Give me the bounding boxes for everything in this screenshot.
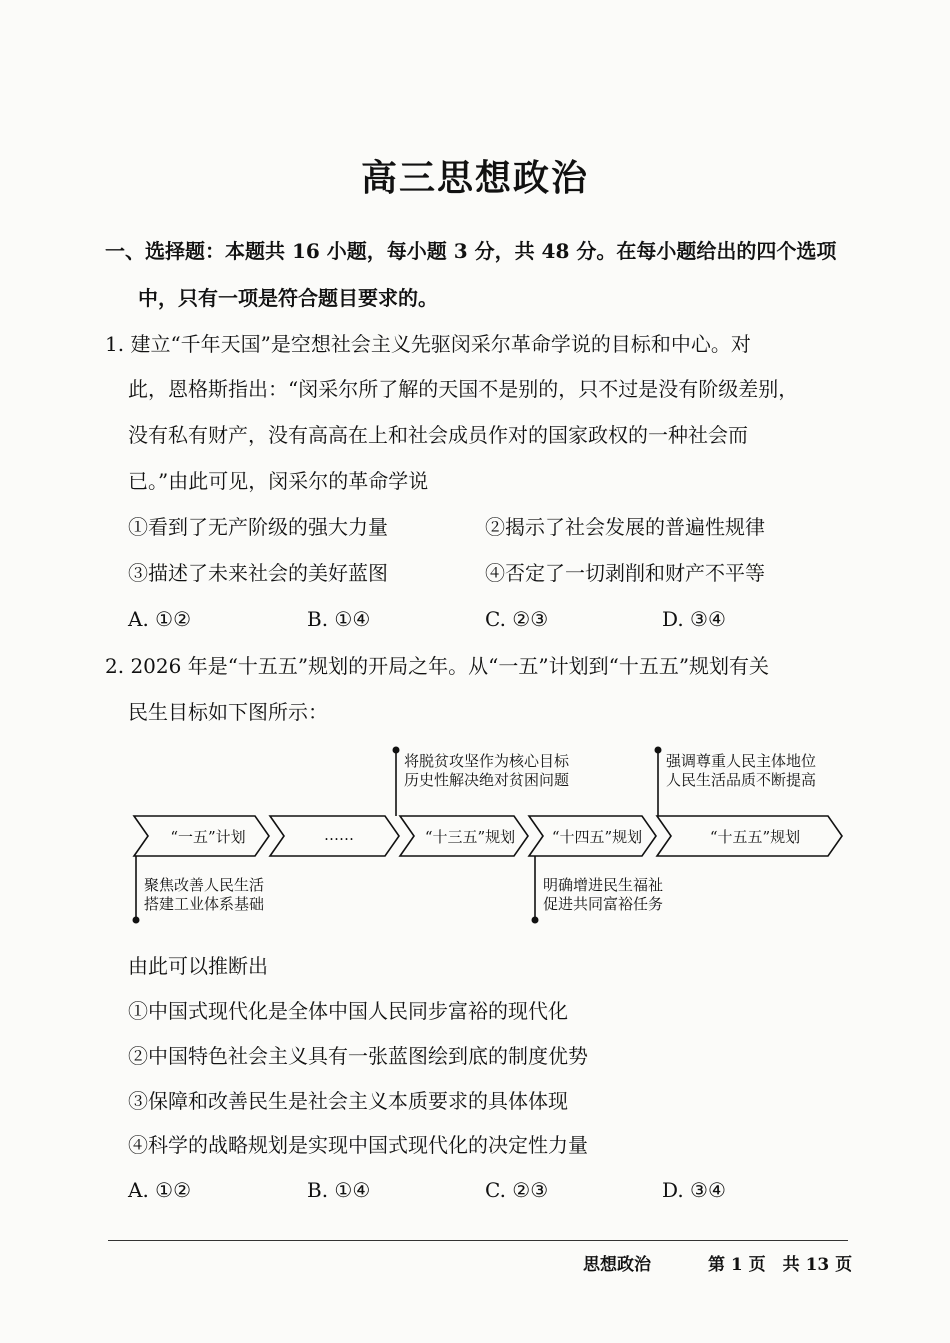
footer-subject: 思想政治 <box>583 1255 651 1275</box>
segment-label-2: …… <box>324 826 354 844</box>
note-s3 <box>404 752 569 790</box>
q1-item-2: ②揭示了社会发展的普遍性规律 <box>485 515 765 539</box>
note-s5-line2: 人民生活品质不断提高 <box>666 771 817 789</box>
note-s3-line1: 将脱贫攻坚作为核心目标 <box>404 752 570 770</box>
q1-item-1: ①看到了无产阶级的强大力量 <box>128 515 388 539</box>
q1-item-3: ③描述了未来社会的美好蓝图 <box>128 561 388 585</box>
q1-choice-c[interactable]: C. ②③ <box>485 607 549 631</box>
q2-choice-a[interactable]: A. ①② <box>128 1178 192 1202</box>
q2-item-2: ②中国特色社会主义具有一张蓝图绘到底的制度优势 <box>128 1044 588 1068</box>
note-s1 <box>144 876 264 914</box>
segment-label-3: “十三五”规划 <box>424 828 516 846</box>
q1-stem-line4: 已。”由此可见，闵采尔的革命学说 <box>128 469 429 493</box>
note-s1-line2: 搭建工业体系基础 <box>144 895 265 913</box>
q2-lead: 由此可以推断出 <box>128 954 268 978</box>
q2-item-4: ④科学的战略规划是实现中国式现代化的决定性力量 <box>128 1133 588 1157</box>
segment-label-1: “一五”计划 <box>170 828 246 846</box>
footer-divider <box>108 1240 848 1241</box>
section-heading-line1: 一、选择题：本题共 16 小题，每小题 3 分，共 48 分。在每小题给出的四个选项 <box>105 239 837 263</box>
note-s5 <box>666 752 816 790</box>
q1-stem-line3: 没有私有财产，没有高高在上和社会成员作对的国家政权的一种社会而 <box>128 423 748 447</box>
footer-page-number: 第 1 页 共 13 页 <box>708 1255 853 1275</box>
dot-s5 <box>655 747 662 754</box>
q1-choice-a[interactable]: A. ①② <box>128 607 192 631</box>
q2-choice-b[interactable]: B. ①④ <box>307 1178 371 1202</box>
segment-label-5: “十五五”规划 <box>709 828 801 846</box>
segment-label-4: “十四五”规划 <box>551 828 643 846</box>
section-heading-line2: 中，只有一项是符合题目要求的。 <box>138 286 438 310</box>
note-s1-line1: 聚焦改善人民生活 <box>144 876 265 894</box>
dot-s3 <box>393 747 400 754</box>
q2-choice-d[interactable]: D. ③④ <box>662 1178 726 1202</box>
q2-item-3: ③保障和改善民生是社会主义本质要求的具体体现 <box>128 1089 568 1113</box>
note-s5-line1: 强调尊重人民主体地位 <box>666 752 817 770</box>
plan-timeline-diagram <box>120 738 860 938</box>
note-s4-line2: 促进共同富裕任务 <box>543 895 664 913</box>
q1-stem-line2: 此，恩格斯指出：“闵采尔所了解的天国不是别的，只不过是没有阶级差别， <box>128 377 799 401</box>
q2-choice-c[interactable]: C. ②③ <box>485 1178 549 1202</box>
dot-s1 <box>133 917 140 924</box>
dot-s4 <box>532 917 539 924</box>
note-s3-line2: 历史性解决绝对贫困问题 <box>404 771 570 789</box>
q2-stem-line2: 民生目标如下图所示： <box>128 700 328 724</box>
page-title: 高三思想政治 <box>360 158 589 199</box>
q1-choice-d[interactable]: D. ③④ <box>662 607 726 631</box>
note-s4 <box>543 876 663 914</box>
q1-item-4: ④否定了一切剥削和财产不平等 <box>485 561 765 585</box>
q1-choice-b[interactable]: B. ①④ <box>307 607 371 631</box>
note-s4-line1: 明确增进民生福祉 <box>543 876 664 894</box>
q2-stem-line1: 2. 2026 年是“十五五”规划的开局之年。从“一五”计划到“十五五”规划有关 <box>105 654 770 678</box>
q1-stem-line1: 1. 建立“千年天国”是空想社会主义先驱闵采尔革命学说的目标和中心。对 <box>105 332 751 356</box>
q2-item-1: ①中国式现代化是全体中国人民同步富裕的现代化 <box>128 999 568 1023</box>
